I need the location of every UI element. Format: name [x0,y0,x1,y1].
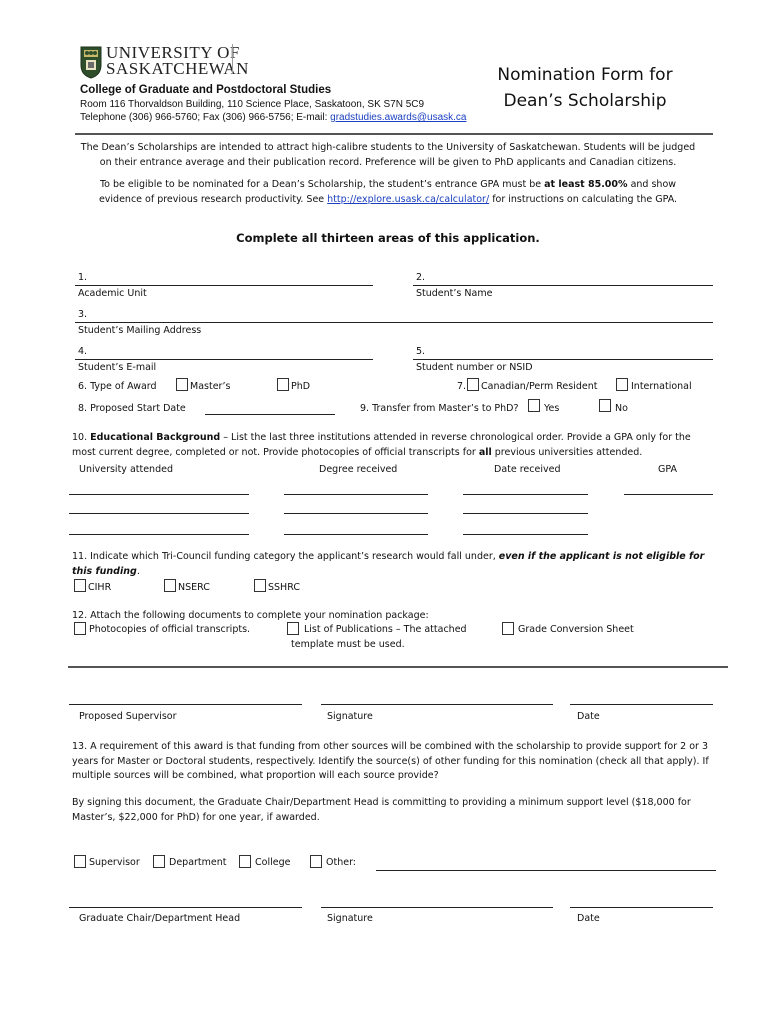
sshrc-label: SSHRC [268,582,300,593]
college-name: College of Graduate and Postdoctoral Studies [80,84,332,96]
supervisor-line[interactable] [69,704,302,705]
masters-checkbox[interactable] [176,378,188,391]
other-line[interactable] [376,870,716,871]
date-line[interactable] [463,534,588,535]
university-line[interactable] [69,513,249,514]
funding-paragraph: 13. A requirement of this award is that funding from other sources will be combined with the scholarship to provide support for 2 or 3 years for Master or Doctoral students, respectively. Identify the source(s) of other funding for this nomination (check all that apply). If multiple sources will be combined, what proportion will each source provide? [72,741,709,781]
transfer-label: 9. Transfer from Master’s to PhD? [360,403,519,414]
college-contact: Telephone (306) 966-5760; Fax (306) 966-5756; E-mail: gradstudies.awards@usask.ca [80,112,467,123]
academic-unit-line[interactable] [75,285,373,286]
date-column-header: Date received [494,464,561,475]
department-checkbox[interactable] [153,855,165,868]
masters-label: Master’s [190,381,231,392]
supervisor-label: Proposed Supervisor [79,711,177,722]
supervisor-signature-line[interactable] [321,704,553,705]
canadian-label: Canadian/Perm Resident [481,381,598,392]
nsid-label: Student number or NSID [416,362,533,373]
funding-college-label: College [255,857,291,868]
phd-checkbox[interactable] [277,378,289,391]
university-name-logo: UNIVERSITY OF SASKATCHEWAN [106,43,249,78]
supervisor-date-line[interactable] [570,704,713,705]
publications-label-cont: template must be used. [291,639,405,650]
header-rule [75,133,713,135]
nserc-label: NSERC [178,582,210,593]
academic-unit-label: Academic Unit [78,288,147,299]
date-label: Date [577,913,600,924]
canadian-checkbox[interactable] [467,378,479,391]
sshrc-checkbox[interactable] [254,579,266,592]
cihr-checkbox[interactable] [74,579,86,592]
transfer-no-checkbox[interactable] [599,399,611,412]
eligibility-paragraph: To be eligible to be nominated for a Dean’s Scholarship, the student’s entrance GPA must be at least 85.00% and show evidence of previous research productivity. See http://explore.usask.ca/calculator/ for instructions on calculating the GPA. [98,179,678,205]
other-checkbox[interactable] [310,855,322,868]
email-label: Student’s E-mail [78,362,157,373]
university-column-header: University attended [79,464,173,475]
field-number: 4. [78,346,88,357]
funding-supervisor-label: Supervisor [89,857,140,868]
email-link[interactable]: gradstudies.awards@usask.ca [330,112,467,123]
complete-heading: Complete all thirteen areas of this application. [236,231,540,245]
funding-department-label: Department [169,857,227,868]
start-date-label: 8. Proposed Start Date [78,403,186,414]
college-checkbox[interactable] [239,855,251,868]
field-number: 3. [78,309,88,320]
student-name-line[interactable] [413,285,713,286]
publications-label: List of Publications – The attached [304,624,467,635]
international-checkbox[interactable] [616,378,628,391]
intro-paragraph: The Dean’s Scholarships are intended to attract high-calibre students to the University of Saskatchewan. Students will be judged on their entrance average and their publication record. Preference will be given to PhD applicants and Canadian citizens. [80,142,696,168]
nsid-line[interactable] [413,359,713,360]
award-type-label: 6. Type of Award [78,381,157,392]
phd-label: PhD [291,381,311,392]
university-crest-icon [80,45,102,79]
start-date-line[interactable] [205,414,335,415]
nserc-checkbox[interactable] [164,579,176,592]
student-name-label: Student’s Name [416,288,493,299]
mailing-address-label: Student’s Mailing Address [78,325,202,336]
cihr-label: CIHR [88,582,112,593]
date-label: Date [577,711,600,722]
tricouncil-paragraph: 11. Indicate which Tri-Council funding category the applicant’s research would fall under, even if the applicant is not eligible for this funding. [72,551,705,577]
attach-paragraph: 12. Attach the following documents to complete your nomination package: [72,610,429,621]
date-line[interactable] [463,513,588,514]
university-line[interactable] [69,534,249,535]
commitment-paragraph: By signing this document, the Graduate Chair/Department Head is committing to providing a minimum support level ($18,000 for Master’s, $22,000 for PhD) for one year, if awarded. [72,797,691,823]
calculator-link[interactable]: http://explore.usask.ca/calculator/ [327,194,490,205]
transcripts-checkbox[interactable] [74,622,86,635]
grade-sheet-label: Grade Conversion Sheet [518,624,634,635]
form-title: Nomination Form for Dean’s Scholarship [497,65,673,111]
college-address: Room 116 Thorvaldson Building, 110 Science Place, Saskatoon, SK S7N 5C9 [80,99,425,110]
funding-other-label: Other: [326,857,357,868]
transfer-yes-checkbox[interactable] [528,399,540,412]
publications-checkbox[interactable] [287,622,299,635]
field-number: 7. [457,381,467,392]
section-rule [68,666,728,668]
head-label: Graduate Chair/Department Head [79,913,241,924]
logo-divider [232,44,233,74]
transcripts-label: Photocopies of official transcripts. [89,624,251,635]
degree-line[interactable] [284,513,428,514]
yes-label: Yes [544,403,560,414]
university-line[interactable] [69,494,249,495]
field-number: 2. [416,272,426,283]
field-number: 1. [78,272,88,283]
supervisor-checkbox[interactable] [74,855,86,868]
no-label: No [615,403,628,414]
head-signature-line[interactable] [321,907,553,908]
head-line[interactable] [69,907,302,908]
education-paragraph: 10. Educational Background – List the last three institutions attended in reverse chronological order. Provide a GPA only for the most current degree, completed or not. Provide photocopies of official transcripts for all previous universities attended. [72,432,691,458]
mailing-address-line[interactable] [75,322,713,323]
signature-label: Signature [327,711,373,722]
email-line[interactable] [75,359,373,360]
gpa-column-header: GPA [658,464,677,475]
degree-line[interactable] [284,494,428,495]
grade-sheet-checkbox[interactable] [502,622,514,635]
signature-label: Signature [327,913,373,924]
gpa-line[interactable] [624,494,713,495]
international-label: International [631,381,692,392]
head-date-line[interactable] [570,907,713,908]
field-number: 5. [416,346,426,357]
date-line[interactable] [463,494,588,495]
degree-line[interactable] [284,534,428,535]
degree-column-header: Degree received [319,464,398,475]
